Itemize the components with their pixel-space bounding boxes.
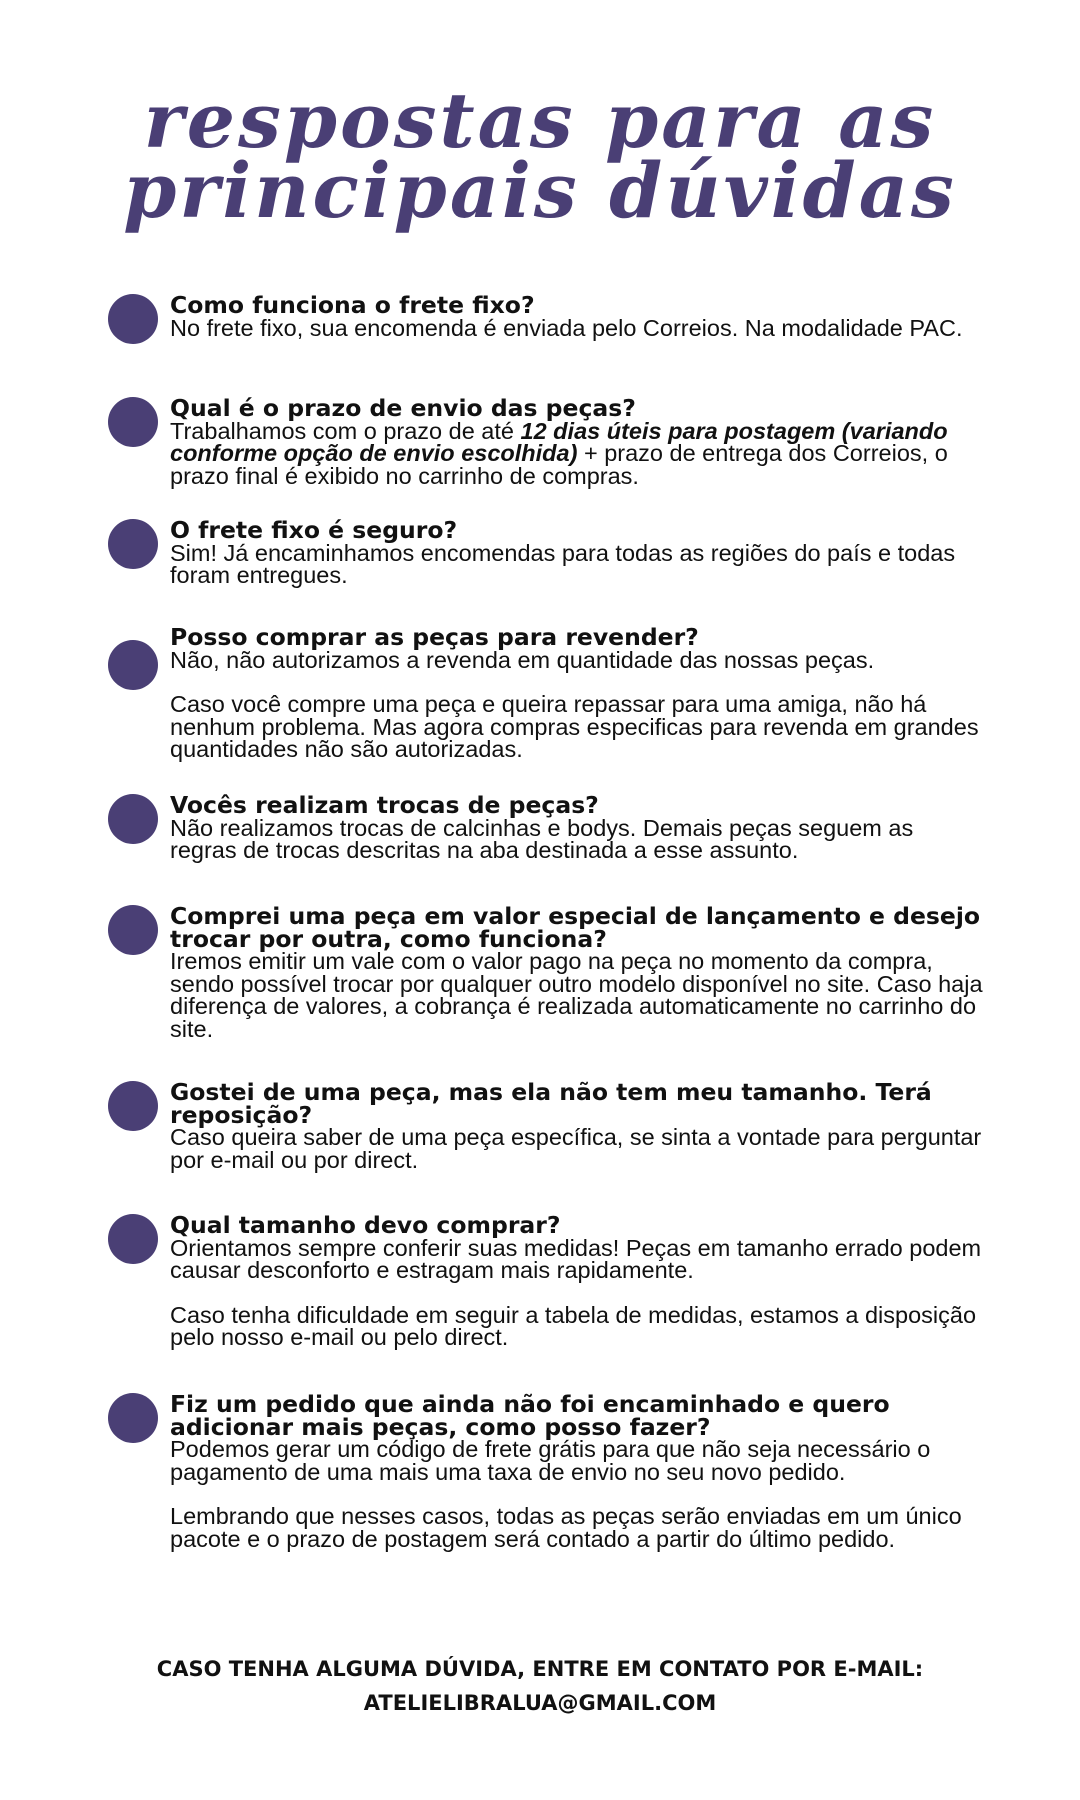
bullet-dot-icon bbox=[108, 1214, 158, 1264]
faq-answer: Sim! Já encaminhamos encomendas para todas as regiões do país e todas foram entregues. bbox=[170, 539, 956, 588]
faq-question: O frete fixo é seguro? bbox=[170, 516, 458, 544]
faq-question: Vocês realizam trocas de peças? bbox=[170, 791, 599, 819]
faq-answer: No frete fixo, sua encomenda é enviada pelo Correios. Na modalidade PAC. bbox=[170, 314, 963, 341]
bullet-dot-icon bbox=[108, 1081, 158, 1131]
faq-answer: Caso você compre uma peça e queira repassar para uma amiga, não há nenhum problema. Mas agora compras especificas para revenda em grandes quantidades não são autorizadas. bbox=[170, 691, 979, 762]
faq-answer-emphasis: 12 dias úteis para postagem (variando conforme opção de envio escolhida) bbox=[170, 417, 948, 466]
bullet-dot-icon bbox=[108, 794, 158, 844]
bullet-dot-icon bbox=[108, 640, 158, 690]
faq-answer: Orientamos sempre conferir suas medidas! Peças em tamanho errado podem causar desconforto e estragam mais rapidamente. bbox=[170, 1234, 982, 1283]
faq-answer: Lembrando que nesses casos, todas as peças serão enviadas em um único pacote e o prazo de postagem será contado a partir do último pedido. bbox=[170, 1503, 962, 1552]
contact-footer bbox=[0, 1652, 1080, 1720]
bullet-dot-icon bbox=[108, 1393, 158, 1443]
bullet-dot-icon bbox=[108, 397, 158, 447]
title-line-2: principais dúvidas bbox=[123, 146, 957, 235]
faq-answer: Podemos gerar um código de frete grátis para que não seja necessário o pagamento de uma mais uma taxa de envio no seu novo pedido. bbox=[170, 1436, 931, 1485]
faq-answer: Caso tenha dificuldade em seguir a tabela de medidas, estamos a disposição pelo nosso e-mail ou pelo direct. bbox=[170, 1301, 977, 1350]
faq-question: Posso comprar as peças para revender? bbox=[170, 623, 699, 651]
faq-answer-text: Trabalhamos com o prazo de até bbox=[170, 417, 521, 444]
footer-text: CASO TENHA ALGUMA DÚVIDA, ENTRE EM CONTATO POR E-MAIL: bbox=[156, 1657, 924, 1681]
page-title bbox=[0, 76, 1080, 235]
faq-answer: Não realizamos trocas de calcinhas e bodys. Demais peças seguem as regras de trocas descritas na aba destinada a esse assunto. bbox=[170, 814, 914, 863]
faq-question: Qual tamanho devo comprar? bbox=[170, 1211, 561, 1239]
faq-answer: Iremos emitir um vale com o valor pago na peça no momento da compra, sendo possível trocar por qualquer outro modelo disponível no site. Caso haja diferença de valores, a cobrança é realizada automaticamente no carrinho do site. bbox=[170, 948, 983, 1042]
faq-answer bbox=[170, 417, 985, 489]
contact-email: ATELIELIBRALUA@GMAIL.COM bbox=[363, 1691, 717, 1715]
title-line-1: respostas para as bbox=[143, 76, 937, 165]
faq-question: Como funciona o frete fixo? bbox=[170, 291, 535, 319]
faq-answer: Não, não autorizamos a revenda em quantidade das nossas peças. bbox=[170, 646, 875, 673]
faq-answer: Caso queira saber de uma peça específica, se sinta a vontade para perguntar por e-mail ou por direct. bbox=[170, 1124, 982, 1173]
faq-question: Qual é o prazo de envio das peças? bbox=[170, 394, 636, 422]
faq-answer-text: + prazo de entrega dos Correios, o prazo final é exibido no carrinho de compras. bbox=[170, 440, 948, 489]
bullet-dot-icon bbox=[108, 294, 158, 344]
faq-question: Fiz um pedido que ainda não foi encaminhado e quero adicionar mais peças, como posso fazer? bbox=[170, 1390, 890, 1441]
faq-question: Comprei uma peça em valor especial de lançamento e desejo trocar por outra, como funciona? bbox=[170, 902, 981, 953]
bullet-dot-icon bbox=[108, 905, 158, 955]
bullet-dot-icon bbox=[108, 519, 158, 569]
faq-question: Gostei de uma peça, mas ela não tem meu tamanho. Terá reposição? bbox=[170, 1078, 932, 1129]
